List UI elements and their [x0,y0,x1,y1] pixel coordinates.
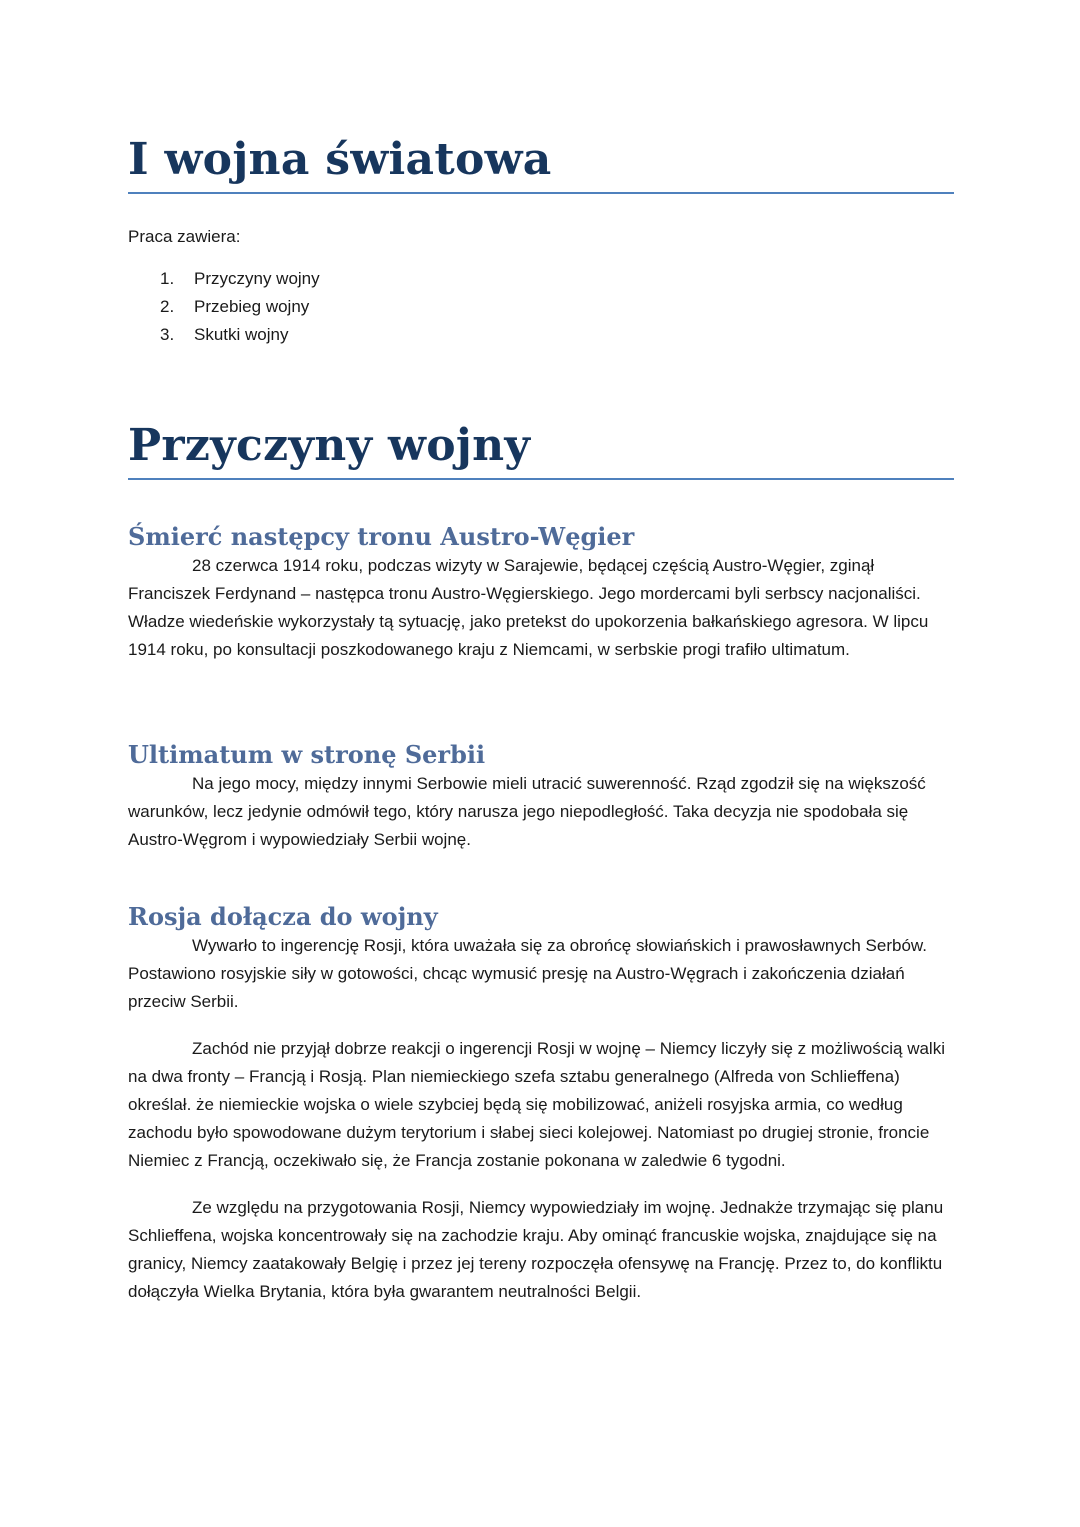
paragraph: Zachód nie przyjął dobrze reakcji o ingerencji Rosji w wojnę – Niemcy liczyły się z możliwością walki na dwa fronty – Francją i Rosją. Plan niemieckiego szefa sztabu generalnego (Alfreda von Schlieffena) określał. że niemieckie wojska o wiele szybciej będą się mobilizować, aniżeli rosyjska armia, co według zachodu było spowodowane dużym terytorium i słabej sieci kolejowej. Natomiast po drugiej stronie, froncie Niemiec z Francją, oczekiwało się, że Francja zostanie pokonana w zaledwie 6 tygodni. [128,1039,945,1170]
subsection-heading: Śmierć następcy tronu Austro-Węgier [128,522,635,551]
toc-item-number: 2. [160,297,175,316]
toc-item-number: 1. [160,269,175,288]
document-title: I wojna światowa [128,138,954,194]
subsection [128,522,954,664]
toc-item-label: Przebieg wojny [194,297,310,316]
paragraph: Wywarło to ingerencję Rosji, która uważała się za obrońcę słowiańskich i prawosławnych Serbów. Postawiono rosyjskie siły w gotowości, chcąc wymusić presję na Austro-Węgrach i zakończenia działań przeciw Serbii. [128,936,927,1011]
toc-item [160,293,320,321]
subsection-heading: Rosja dołącza do wojny [128,902,438,931]
paragraph: Ze względu na przygotowania Rosji, Niemcy wypowiedziały im wojnę. Jednakże trzymając się planu Schlieffena, wojska koncentrowały się na zachodzie kraju. Aby ominąć francuskie wojska, znajdujące się na granicy, Niemcy zaatakowały Belgię i przez jej tereny rozpoczęła ofensywę na Francję. Przez to, do konfliktu dołączyła Wielka Brytania, która była gwarantem neutralności Belgii. [128,1198,944,1301]
toc-item-number: 3. [160,325,175,344]
subsection [128,740,954,854]
toc-item-label: Przyczyny wojny [194,269,320,288]
subsection [128,902,954,1306]
table-of-contents [160,265,320,349]
intro-text: Praca zawiera: [128,227,241,246]
toc-item [160,321,320,349]
section-title: Przyczyny wojny [128,424,954,480]
paragraph: Na jego mocy, między innymi Serbowie mieli utracić suwerenność. Rząd zgodził się na większość warunków, lecz jedynie odmówił tego, który narusza jego niepodległość. Taka decyzja nie spodobała się Austro-Węgrom i wypowiedziały Serbii wojnę. [128,774,926,849]
subsection-heading: Ultimatum w stronę Serbii [128,740,486,769]
toc-item-label: Skutki wojny [194,325,289,344]
toc-item [160,265,320,293]
paragraph: 28 czerwca 1914 roku, podczas wizyty w Sarajewie, będącej częścią Austro-Węgier, zginął Franciszek Ferdynand – następca tronu Austro-Węgierskiego. Jego mordercami byli serbscy nacjonaliści. Władze wiedeńskie wykorzystały tą sytuację, jako pretekst do upokorzenia bałkańskiego agresora. W lipcu 1914 roku, po konsultacji poszkodowanego kraju z Niemcami, w serbskie progi trafiło ultimatum. [128,556,929,659]
